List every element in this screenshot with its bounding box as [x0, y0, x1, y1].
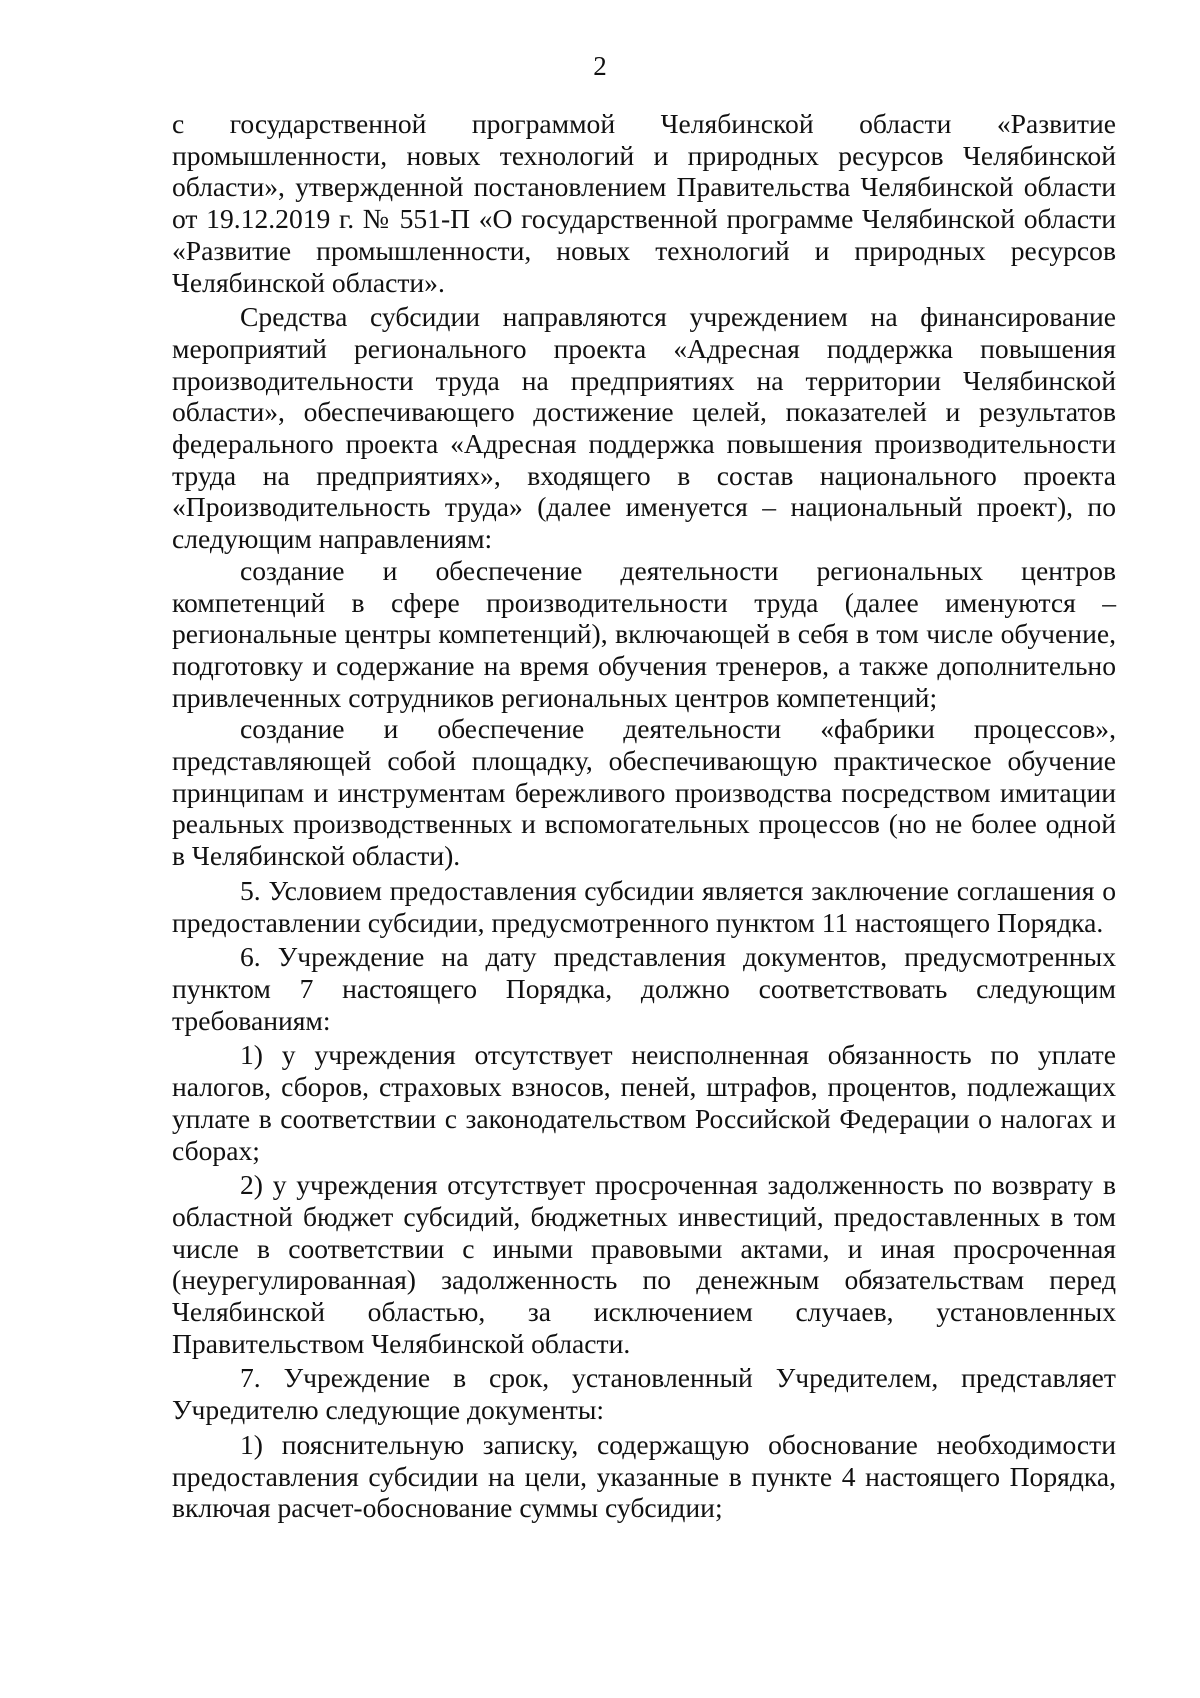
paragraph-document-1: 1) пояснительную записку, содержащую обоснование необходимости предоставления субсидии на цели, указанные в пункте 4 настоящего Порядка, включая расчет-обоснование суммы субсидии;	[172, 1428, 1116, 1524]
page-number: 2	[593, 51, 607, 81]
document-body	[172, 108, 1116, 1524]
paragraph-program-reference: с государственной программой Челябинской области «Развитие промышленности, новых технологий и природных ресурсов Челябинской области», утвержденной постановлением Правительства Челябинской области от 19.12.2019 г. № 551-П «О государственной программе Челябинской области «Развитие промышленности, новых технологий и природных ресурсов Челябинской области».	[172, 108, 1116, 298]
paragraph-requirement-1: 1) у учреждения отсутствует неисполненная обязанность по уплате налогов, сборов, страховых взносов, пеней, штрафов, процентов, подлежащих уплате в соответствии с законодательством Российской Федерации о налогах и сборах;	[172, 1039, 1116, 1166]
paragraph-item-6: 6. Учреждение на дату представления документов, предусмотренных пунктом 7 настоящего Порядка, должно соответствовать следующим требованиям:	[172, 941, 1116, 1036]
paragraph-subsidy-funds: Средства субсидии направляются учреждением на финансирование мероприятий регионального проекта «Адресная поддержка повышения производительности труда на предприятиях на территории Челябинской области», обеспечивающего достижение целей, показателей и результатов федерального проекта «Адресная поддержка повышения производительности труда на предприятиях», входящего в состав национального проекта «Производительность труда» (далее именуется – национальный проект), по следующим направлениям:	[172, 301, 1116, 555]
paragraph-process-factory: создание и обеспечение деятельности «фабрики процессов», представляющей собой площадку, обеспечивающую практическое обучение принципам и инструментам бережливого производства посредством имитации реальных производственных и вспомогательных процессов (но не более одной в Челябинской области).	[172, 713, 1116, 872]
paragraph-item-7: 7. Учреждение в срок, установленный Учредителем, представляет Учредителю следующие документы:	[172, 1362, 1116, 1426]
paragraph-requirement-2: 2) у учреждения отсутствует просроченная задолженность по возврату в областной бюджет субсидий, бюджетных инвестиций, предоставленных в том числе в соответствии с иными правовыми актами, и иная просроченная (неурегулированная) задолженность по денежным обязательствам перед Челябинской областью, за исключением случаев, установленных Правительством Челябинской области.	[172, 1169, 1116, 1359]
paragraph-item-5: 5. Условием предоставления субсидии является заключение соглашения о предоставлении субсидии, предусмотренного пунктом 11 настоящего Порядка.	[172, 874, 1116, 938]
paragraph-competence-centers: создание и обеспечение деятельности региональных центров компетенций в сфере производительности труда (далее именуются – региональные центры компетенций), включающей в себя в том числе обучение, подготовку и содержание на время обучения тренеров, а также дополнительно привлеченных сотрудников региональных центров компетенций;	[172, 554, 1116, 713]
